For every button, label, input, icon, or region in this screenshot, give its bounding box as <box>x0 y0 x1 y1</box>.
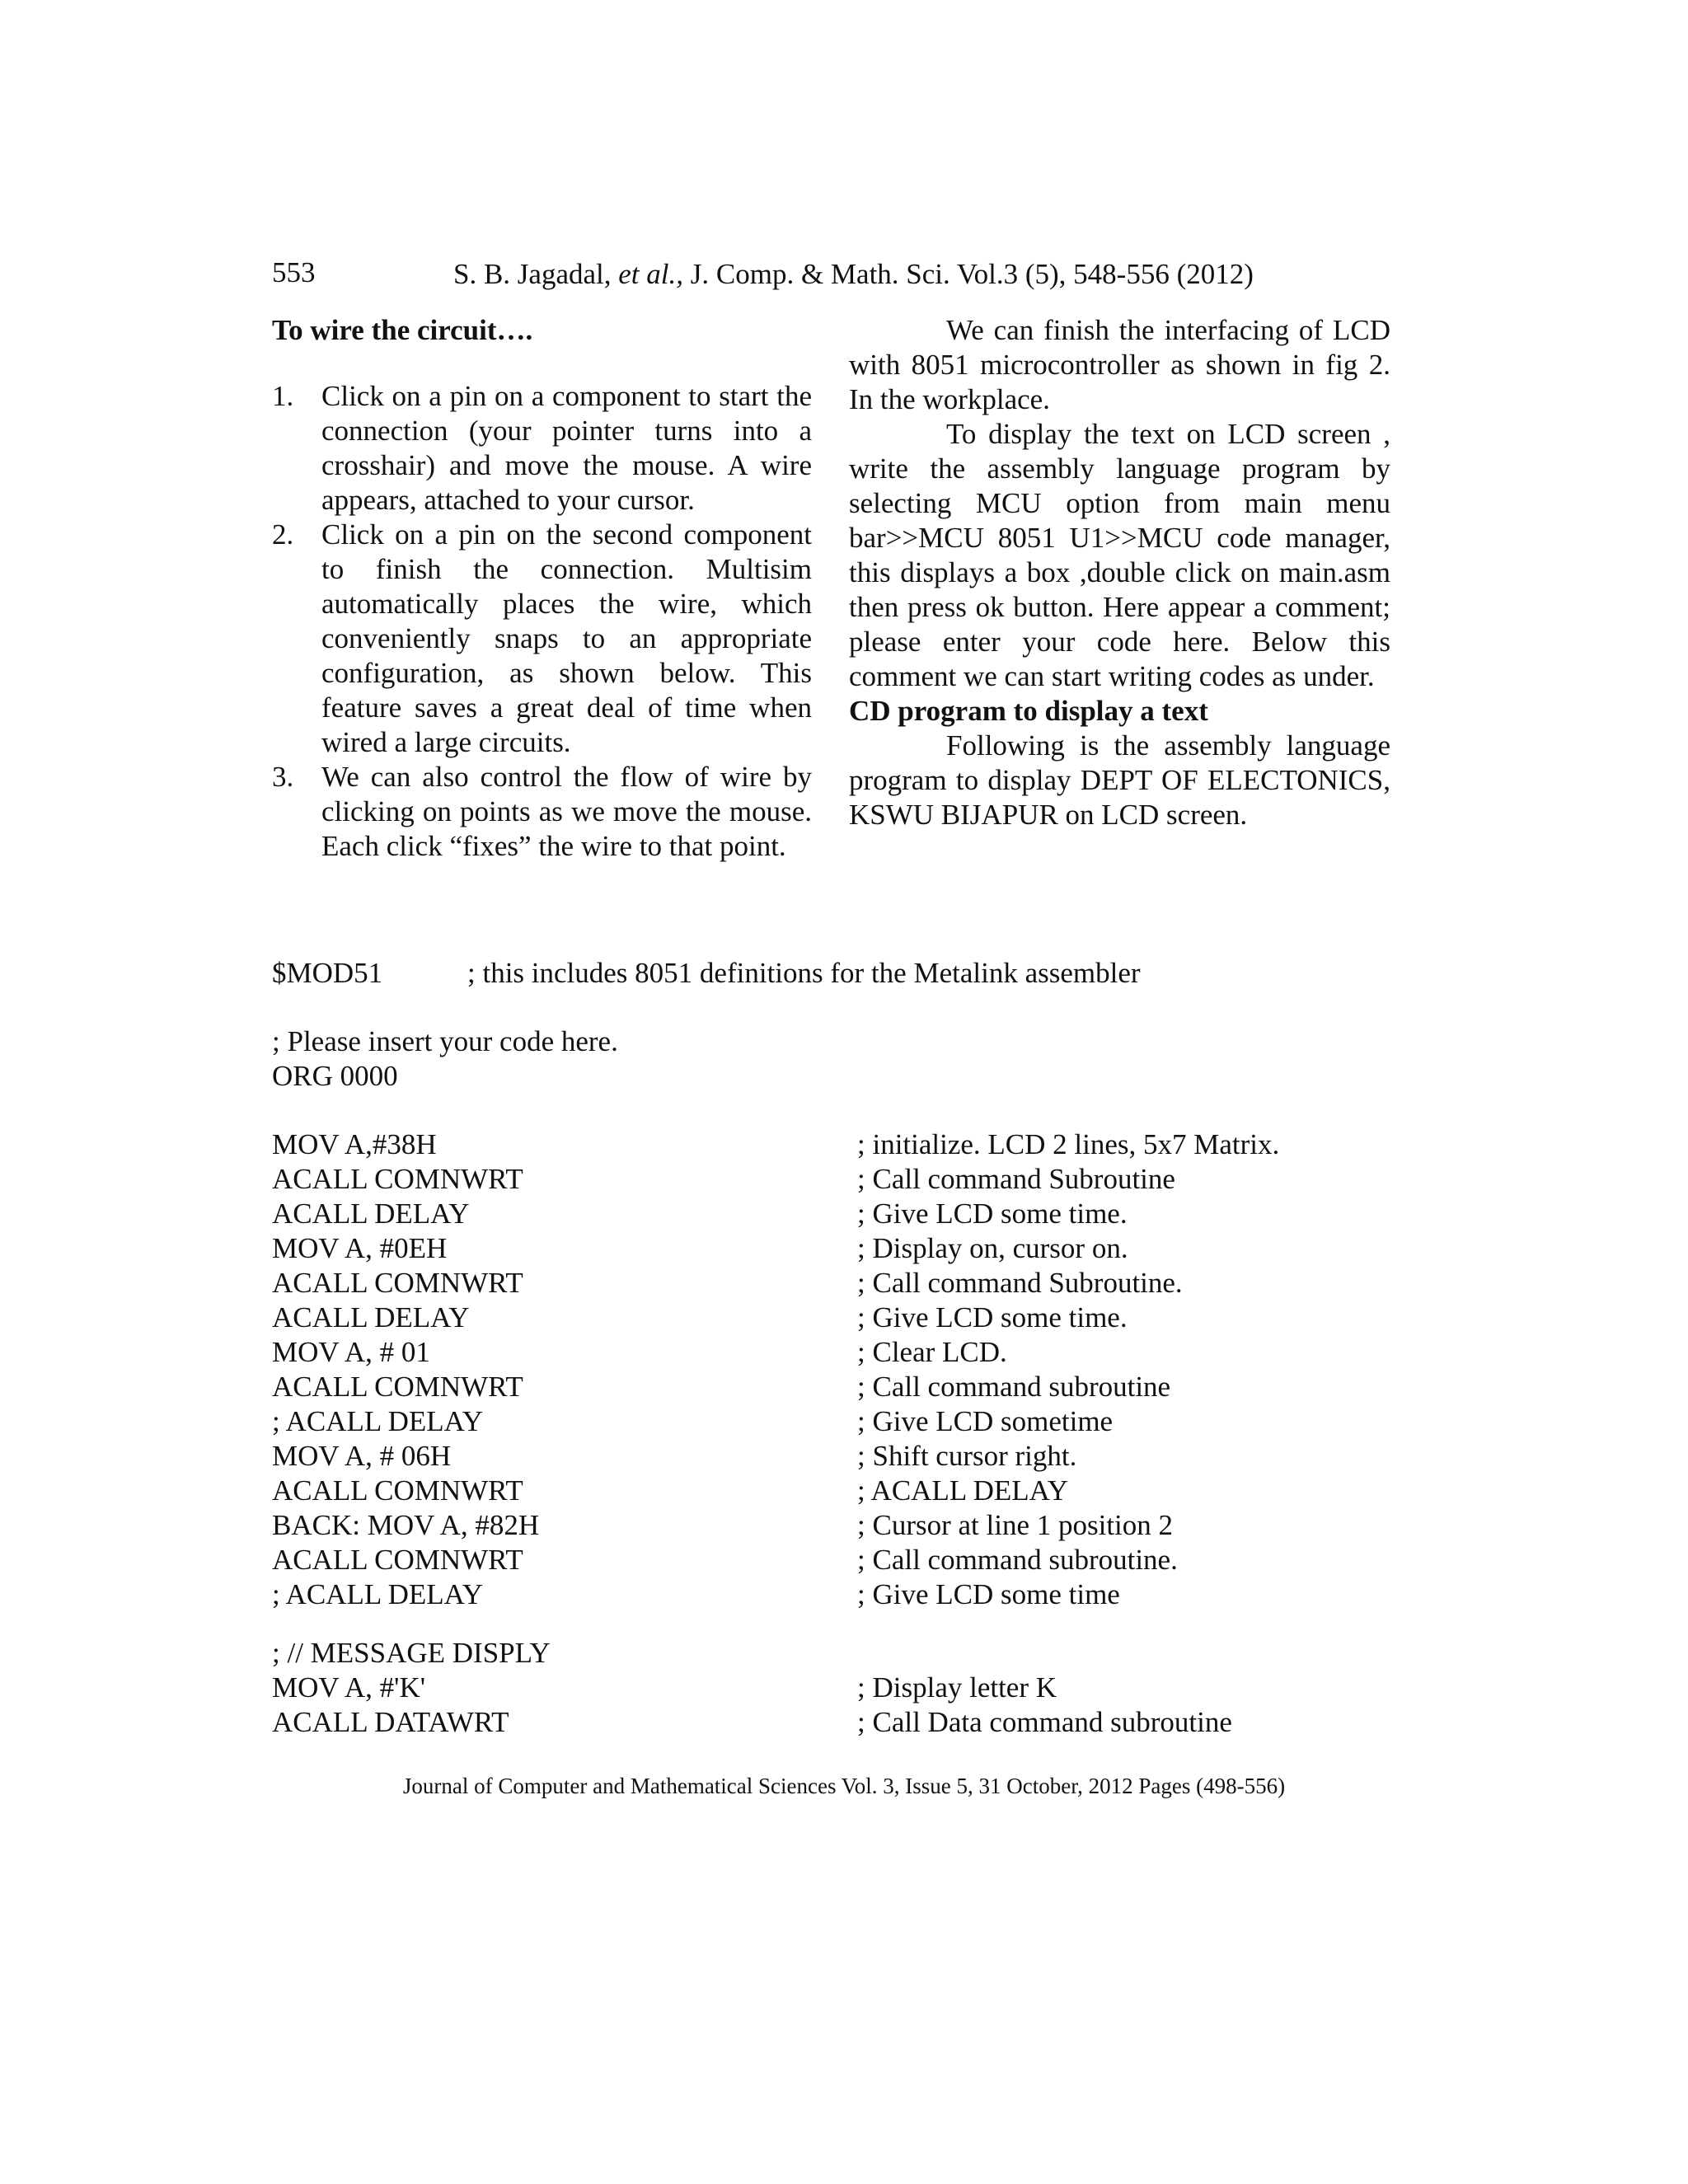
code-comment: ; Call command subroutine. <box>857 1544 1178 1576</box>
code-comment: ; Give LCD some time <box>857 1578 1120 1610</box>
code-comment: ; initialize. LCD 2 lines, 5x7 Matrix. <box>857 1128 1280 1160</box>
code-row <box>272 1439 1426 1474</box>
code-mod-comment: ; this includes 8051 definitions for the Metalink assembler <box>467 957 1141 989</box>
code-row <box>272 1162 1426 1197</box>
code-comment: ; Give LCD some time. <box>857 1197 1128 1230</box>
code-comment: ; Call command Subroutine. <box>857 1267 1183 1299</box>
section-heading-program: CD program to display a text <box>849 695 1208 727</box>
code-instruction: ACALL COMNWRT <box>272 1474 523 1507</box>
code-comment: ; ACALL DELAY <box>857 1474 1069 1507</box>
code-instruction: MOV A, # 06H <box>272 1440 452 1472</box>
list-item-text: We can also control the flow of wire by clicking on points as we move the mouse. Each click “fixes” the wire to that point. <box>321 761 812 862</box>
code-comment: ; Give LCD some time. <box>857 1301 1128 1333</box>
code-row <box>272 1127 1426 1162</box>
code-row <box>272 1231 1426 1266</box>
code-comment: ; Clear LCD. <box>857 1336 1007 1368</box>
wiring-steps-list <box>272 379 812 864</box>
code-instruction: MOV A,#38H <box>272 1128 437 1160</box>
code-row <box>272 1301 1426 1335</box>
code-instruction: ACALL COMNWRT <box>272 1267 523 1299</box>
list-item <box>272 518 812 760</box>
code-row <box>272 1671 1426 1705</box>
code-instruction: ACALL COMNWRT <box>272 1544 523 1576</box>
code-instruction: MOV A, # 01 <box>272 1336 430 1368</box>
code-instruction: ; // MESSAGE DISPLY <box>272 1637 551 1669</box>
code-row <box>272 1335 1426 1370</box>
list-item-number: 2. <box>272 518 294 551</box>
code-instruction: ; ACALL DELAY <box>272 1405 484 1437</box>
list-item-text: Click on a pin on a component to start the connection (your pointer turns into a crosshair) and move the mouse. A wire appears, attached to your cursor. <box>321 380 812 516</box>
code-row <box>272 1705 1426 1740</box>
code-comment: ; Shift cursor right. <box>857 1440 1077 1472</box>
code-comment: ; Call Data command subroutine <box>857 1706 1232 1738</box>
page-number: 553 <box>272 256 316 288</box>
code-instruction: ; ACALL DELAY <box>272 1578 484 1610</box>
running-header <box>453 257 1254 292</box>
code-block-message <box>272 1636 1426 1740</box>
code-row <box>272 1577 1426 1612</box>
code-comment: ; Call command Subroutine <box>857 1163 1175 1195</box>
code-row <box>272 1370 1426 1404</box>
code-comment: ; Give LCD sometime <box>857 1405 1114 1437</box>
code-instruction: ACALL DELAY <box>272 1301 470 1333</box>
paragraph-display-text: To display the text on LCD screen , write the assembly language program by selecting MCU option from main menu bar>>MCU 8051 U1>>MCU code manager, this displays a box ,double click on main.asm then press ok button. Here appear a comment; please enter your code here. Below this comment we can start writing codes as under. <box>849 418 1390 692</box>
code-row <box>272 1197 1426 1231</box>
code-row <box>272 1508 1426 1543</box>
journal-footer: Journal of Computer and Mathematical Sciences Vol. 3, Issue 5, 31 October, 2012 Pages (498-556) <box>402 1774 1286 1798</box>
code-mod-label: $MOD51 <box>272 957 383 989</box>
code-instruction: ACALL COMNWRT <box>272 1371 523 1403</box>
list-item-text: Click on a pin on the second component to finish the connection. Multisim automatically places the wire, which conveniently snaps to an appropriate configuration, as shown below. This feature saves a great deal of time when wired a large circuits. <box>321 518 812 758</box>
code-instruction: ACALL DELAY <box>272 1197 470 1230</box>
list-item <box>272 379 812 518</box>
code-block-init <box>272 1127 1426 1612</box>
header-citation: J. Comp. & Math. Sci. Vol.3 (5), 548-556 (2012) <box>683 258 1254 290</box>
code-comment: ; Display on, cursor on. <box>857 1232 1128 1264</box>
list-item-number: 1. <box>272 380 294 412</box>
right-column <box>849 313 1390 832</box>
code-row <box>272 1636 1426 1671</box>
code-instruction: MOV A, #0EH <box>272 1232 448 1264</box>
code-intro <box>272 1024 618 1094</box>
code-instruction: MOV A, #'K' <box>272 1671 426 1704</box>
code-mod-directive <box>272 956 1141 991</box>
code-line: ORG 0000 <box>272 1060 398 1092</box>
left-column <box>272 313 812 864</box>
code-instruction: BACK: MOV A, #82H <box>272 1509 540 1541</box>
paragraph-interfacing: We can finish the interfacing of LCD with 8051 microcontroller as shown in fig 2. In the workplace. <box>849 314 1390 415</box>
header-et-al: et al., <box>618 258 683 290</box>
header-authors: S. B. Jagadal, <box>453 258 619 290</box>
list-item-number: 3. <box>272 761 294 793</box>
paragraph-program-intro: Following is the assembly language program to display DEPT OF ELECTONICS, KSWU BIJAPUR on LCD screen. <box>849 729 1390 831</box>
section-heading-wiring: To wire the circuit…. <box>272 314 533 346</box>
code-row <box>272 1404 1426 1439</box>
code-row <box>272 1266 1426 1301</box>
list-item <box>272 760 812 864</box>
code-comment: ; Display letter K <box>857 1671 1057 1704</box>
code-instruction: ACALL DATAWRT <box>272 1706 509 1738</box>
code-row <box>272 1543 1426 1577</box>
code-line: ; Please insert your code here. <box>272 1025 618 1057</box>
code-comment: ; Cursor at line 1 position 2 <box>857 1509 1174 1541</box>
code-comment: ; Call command subroutine <box>857 1371 1171 1403</box>
code-instruction: ACALL COMNWRT <box>272 1163 523 1195</box>
code-row <box>272 1474 1426 1508</box>
